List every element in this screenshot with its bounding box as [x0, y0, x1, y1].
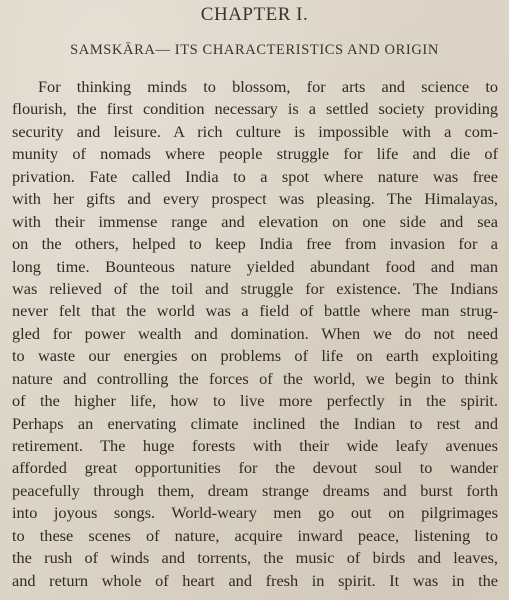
text-line: munity of nomads where people struggle for life and die of — [12, 144, 498, 164]
body-paragraph — [12, 76, 498, 592]
text-line: of the higher life, how to live more perfectly in the spirit. — [12, 391, 498, 411]
text-line: flourish, the first condition necessary is a settled society providing — [12, 99, 498, 119]
text-line: to these scenes of nature, acquire inward peace, listening to — [12, 525, 498, 545]
text-line: never felt that the world was a field of battle where man strug- — [12, 301, 498, 321]
text-line: afforded great opportunities for the devout soul to wander — [12, 458, 498, 478]
text-line: with their immense range and elevation on one side and sea — [12, 211, 498, 231]
chapter-subtitle: SAMSKĀRA— ITS CHARACTERISTICS AND ORIGIN — [70, 42, 439, 58]
text-line: on the others, helped to keep India free from invasion for a — [12, 234, 498, 254]
text-line: long time. Bounteous nature yielded abundant food and man — [12, 256, 498, 276]
text-line: was relieved of the toil and struggle for existence. The Indians — [12, 278, 498, 298]
text-line: and return whole of heart and fresh in spirit. It was in the — [12, 570, 498, 590]
text-line: to waste our energies on problems of life on earth exploiting — [12, 346, 498, 366]
text-line: For thinking minds to blossom, for arts and science to — [38, 77, 498, 96]
text-line: the rush of winds and torrents, the music of birds and leaves, — [12, 548, 498, 568]
text-line: into joyous songs. World-weary men go out on pilgrimages — [12, 503, 498, 523]
text-line: retirement. The huge forests with their wide leafy avenues — [12, 436, 498, 455]
text-line: with her gifts and every prospect was pleasing. The Himalayas, — [12, 189, 498, 209]
text-line: privation. Fate called India to a spot where nature was free — [12, 166, 498, 186]
text-line: Perhaps an enervating climate inclined the Indian to rest and — [12, 413, 498, 433]
text-line: security and leisure. A rich culture is impossible with a com- — [12, 121, 498, 141]
text-line: peacefully through them, dream strange dreams and burst forth — [12, 480, 498, 500]
chapter-heading: CHAPTER I. — [200, 4, 309, 25]
text-line: nature and controlling the forces of the world, we begin to think — [12, 368, 498, 388]
text-line: gled for power wealth and domination. When we do not need — [12, 323, 498, 343]
